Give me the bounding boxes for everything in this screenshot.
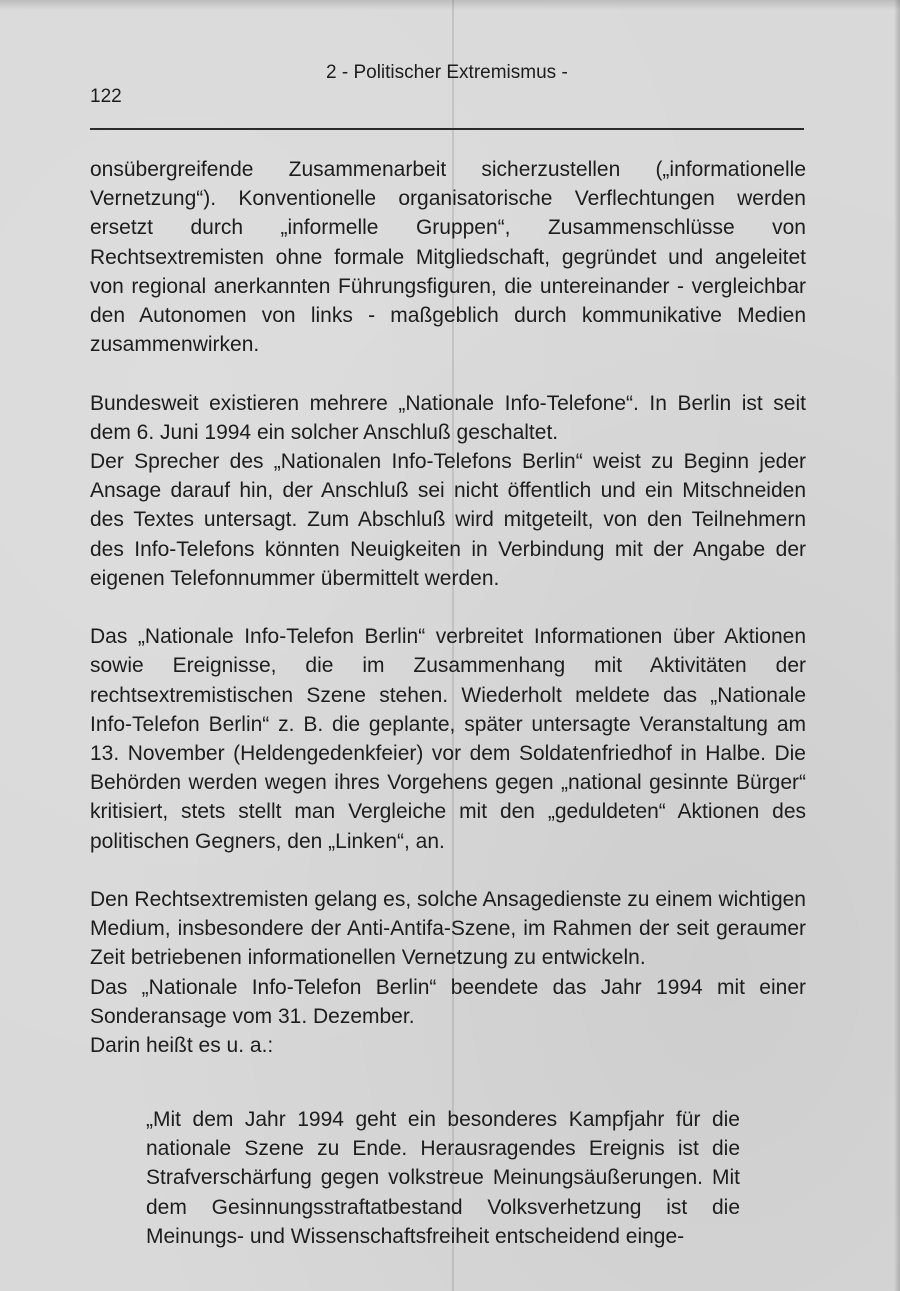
body-text	[90, 155, 806, 1060]
paragraph-vernetzung: onsübergreifende Zusammenarbeit sicherzustellen („informationelle Vernetzung“). Konventionelle organisatorische Verflechtungen werden ersetzt durch „informelle Gruppen“, Zusammenschlüsse von Rechtsextremisten ohne formale Mitgliedschaft, gegründet und angeleitet von regional anerkannten Führungsfiguren, die untereinander - vergleichbar den Autonomen von links - maßgeblich durch kommunikative Medien zusammenwirken.	[90, 158, 806, 357]
page-number: 122	[90, 86, 122, 107]
running-title: 2 - Politischer Extremismus -	[326, 62, 568, 83]
header-rule	[90, 128, 804, 130]
page-right-edge	[894, 0, 900, 1291]
paragraph-sonderansage: Das „Nationale Info-Telefon Berlin“ beendete das Jahr 1994 mit einer Sonderansage vom 31. Dezember.	[90, 975, 806, 1028]
paragraph-ansagedienste: Den Rechtsextremisten gelang es, solche Ansagedienste zu einem wichtigen Medium, insbesondere der Anti-Antifa-Szene, im Rahmen der seit geraumer Zeit betriebenen informationellen Vernetzung zu entwickeln.	[90, 888, 806, 970]
quote-text: „Mit dem Jahr 1994 geht ein besonderes Kampfjahr für die nationale Szene zu Ende. Herausragendes Ereignis ist die Strafverschärfung gegen volkstreue Meinungsäußerungen. Mit dem Gesinnungsstraftatbestand Volksverhetzung ist die Meinungs- und Wissenschaftsfreiheit entscheidend einge-	[146, 1108, 740, 1248]
paragraph-sprecher: Der Sprecher des „Nationalen Info-Telefons Berlin“ weist zu Beginn jeder Ansage darauf hin, der Anschluß sei nicht öffentlich und ein Mitschneiden des Textes untersagt. Zum Abschluß wird mitgeteilt, von den Teilnehmern des Info-Telefons könnten Neuigkeiten in Verbindung mit der Angabe der eigenen Telefonnummer übermittelt werden.	[90, 450, 806, 590]
page-top-edge	[0, 0, 900, 10]
block-quote	[146, 1105, 740, 1251]
paragraph-darin: Darin heißt es u. a.:	[90, 1034, 274, 1058]
paragraph-informationen: Das „Nationale Info-Telefon Berlin“ verbreitet Informationen über Aktionen sowie Ereignisse, die im Zusammenhang mit Aktivitäten der rechtsextremistischen Szene stehen. Wiederholt meldete das „Nationale Info-Telefon Berlin“ z. B. die geplante, später untersagte Veranstaltung am 13. November (Heldengedenkfeier) vor dem Soldatenfriedhof in Halbe. Die Behörden werden wegen ihres Vorgehens gegen „national gesinnte Bürger“ kritisiert, stets stellt man Vergleiche mit den „geduldeten“ Aktionen des politischen Gegners, den „Linken“, an.	[90, 625, 806, 853]
paragraph-info-telefone: Bundesweit existieren mehrere „Nationale Info-Telefone“. In Berlin ist seit dem 6. Juni 1994 ein solcher Anschluß geschaltet.	[90, 391, 806, 444]
